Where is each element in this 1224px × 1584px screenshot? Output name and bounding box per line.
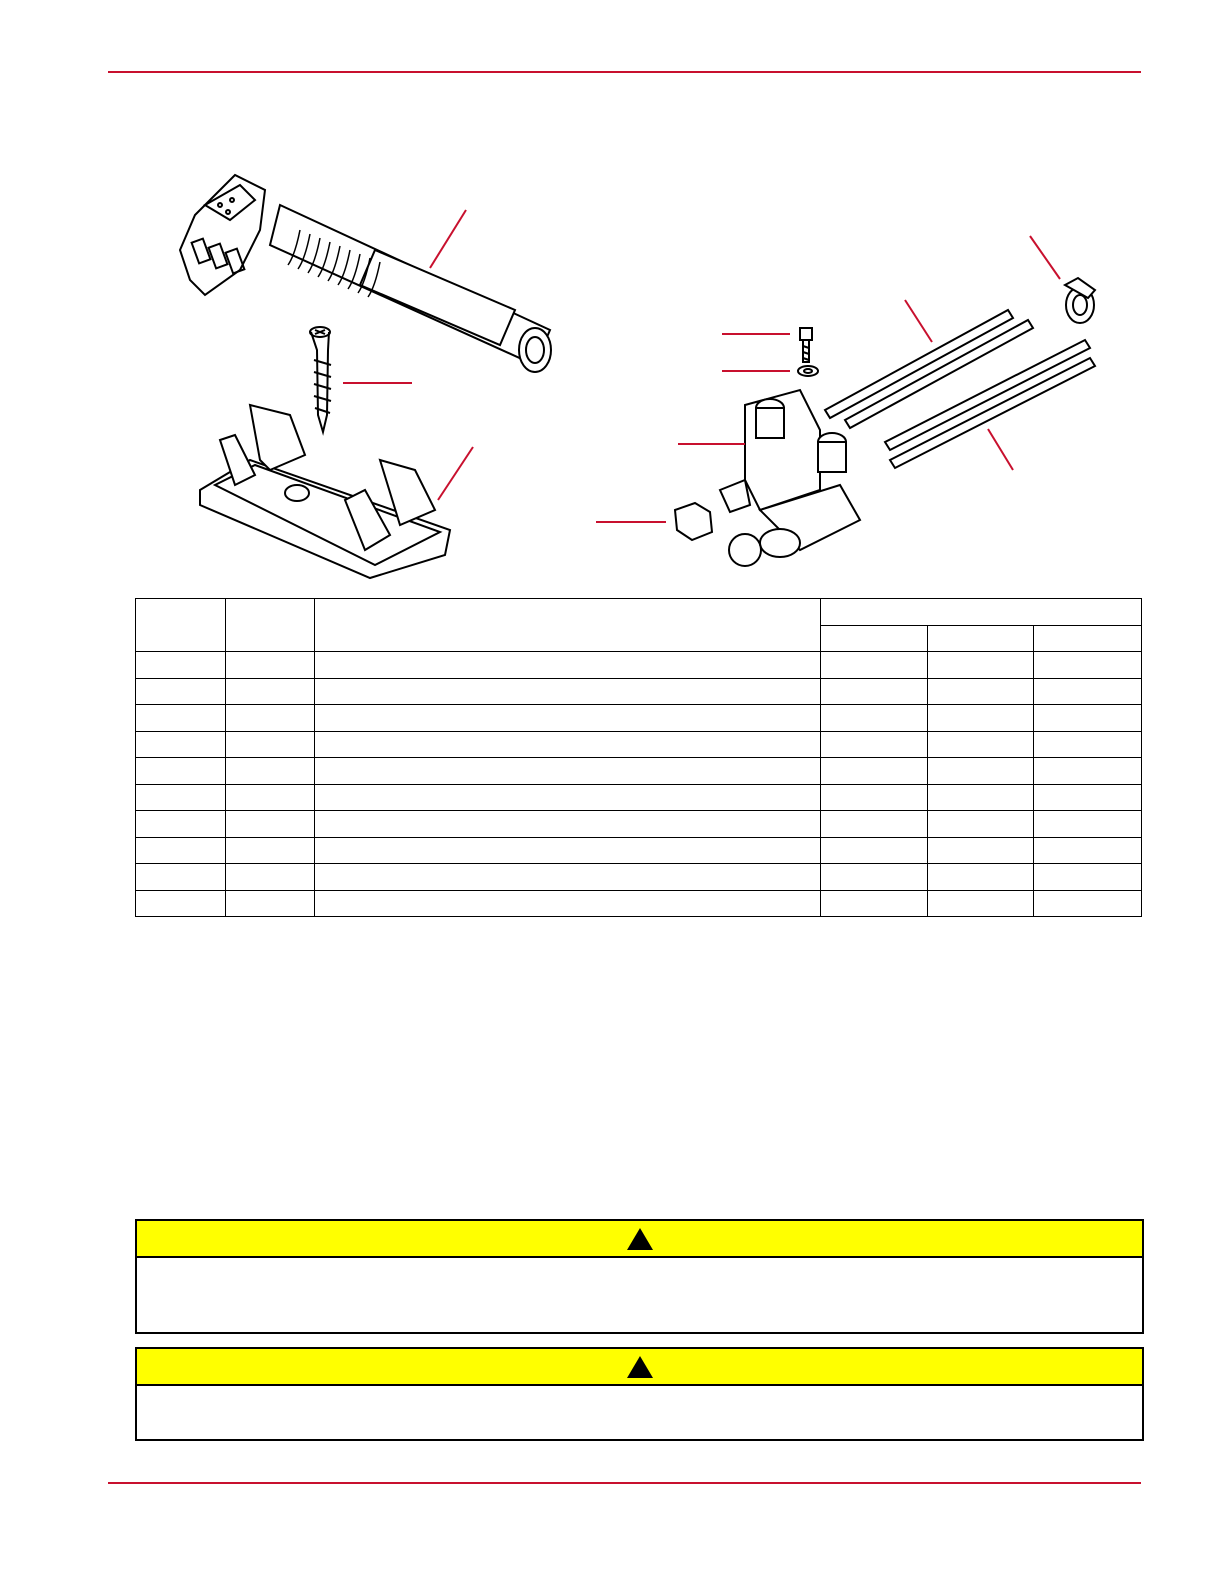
table-cell [821,811,928,838]
table-cell [928,784,1034,811]
table-cell [315,705,821,732]
table-row [136,890,1142,917]
table-cell [1034,890,1142,917]
table-cell [315,652,821,679]
table-cell [821,837,928,864]
header-cell [821,625,928,652]
header-cell [821,599,1142,626]
table-cell [136,758,226,785]
parts-table [135,598,1142,917]
table-cell [315,837,821,864]
fitting-nut [675,503,712,540]
hose-clamp [1065,278,1095,323]
mounting-bracket [200,405,450,578]
callout-line [430,210,466,268]
callout-line [905,300,932,342]
table-cell [1034,731,1142,758]
table-row [136,678,1142,705]
warning-notice-header [137,1349,1142,1386]
valve-manifold [720,390,860,566]
table-cell [928,652,1034,679]
table-cell [928,678,1034,705]
warning-notice [135,1347,1144,1441]
table-cell [136,890,226,917]
table-cell [928,758,1034,785]
table-cell [928,837,1034,864]
callout-line [1030,236,1060,279]
table-cell [226,837,315,864]
table-cell [136,705,226,732]
table-cell [821,652,928,679]
pickup-tube-assembly [180,175,551,372]
warning-notice-body [137,1386,1142,1402]
table-cell [226,705,315,732]
table-cell [928,731,1034,758]
header-cell [136,599,226,652]
table-cell [1034,784,1142,811]
header-cell [928,625,1034,652]
table-row [136,652,1142,679]
table-cell [315,678,821,705]
table-row [136,837,1142,864]
table-cell [928,705,1034,732]
callout-line [988,429,1013,470]
table-row [136,705,1142,732]
table-cell [136,811,226,838]
table-cell [226,731,315,758]
washer [798,366,818,376]
warning-triangle-icon [626,1227,654,1251]
warning-notice-header [137,1221,1142,1258]
footer-rule [108,1482,1141,1484]
table-cell [136,837,226,864]
table-cell [821,678,928,705]
table-row [136,731,1142,758]
table-cell [226,811,315,838]
table-cell [1034,705,1142,732]
table-cell [136,652,226,679]
table-cell [136,678,226,705]
table-cell [1034,837,1142,864]
callout-line [438,447,473,500]
table-cell [821,784,928,811]
table-cell [226,758,315,785]
header-cell [315,599,821,652]
table-cell [928,864,1034,891]
table-row [136,784,1142,811]
table-cell [1034,811,1142,838]
table-cell [1034,864,1142,891]
table-cell [821,731,928,758]
table-cell [226,678,315,705]
table-cell [821,705,928,732]
table-row [136,811,1142,838]
table-cell [315,890,821,917]
warning-notice [135,1219,1144,1334]
header-rule [108,71,1141,73]
table-cell [315,864,821,891]
table-cell [226,784,315,811]
table-cell [136,731,226,758]
header-cell [226,599,315,652]
exploded-parts-illustration [120,160,1150,590]
table-header-row [136,599,1142,626]
warning-triangle-icon [626,1355,654,1379]
table-cell [136,864,226,891]
table-cell [315,731,821,758]
bolt [800,328,812,362]
table-row [136,758,1142,785]
table-cell [226,890,315,917]
warning-notice-body [137,1258,1142,1274]
tubing [825,310,1095,468]
table-cell [226,864,315,891]
table-cell [1034,652,1142,679]
table-cell [928,890,1034,917]
table-cell [315,784,821,811]
table-cell [226,652,315,679]
table-cell [821,890,928,917]
table-cell [1034,758,1142,785]
table-cell [821,758,928,785]
header-cell [1034,625,1142,652]
table-cell [315,811,821,838]
table-cell [821,864,928,891]
wood-screw [310,327,331,432]
table-row [136,864,1142,891]
table-cell [1034,678,1142,705]
table-cell [928,811,1034,838]
table-cell [315,758,821,785]
table-cell [136,784,226,811]
